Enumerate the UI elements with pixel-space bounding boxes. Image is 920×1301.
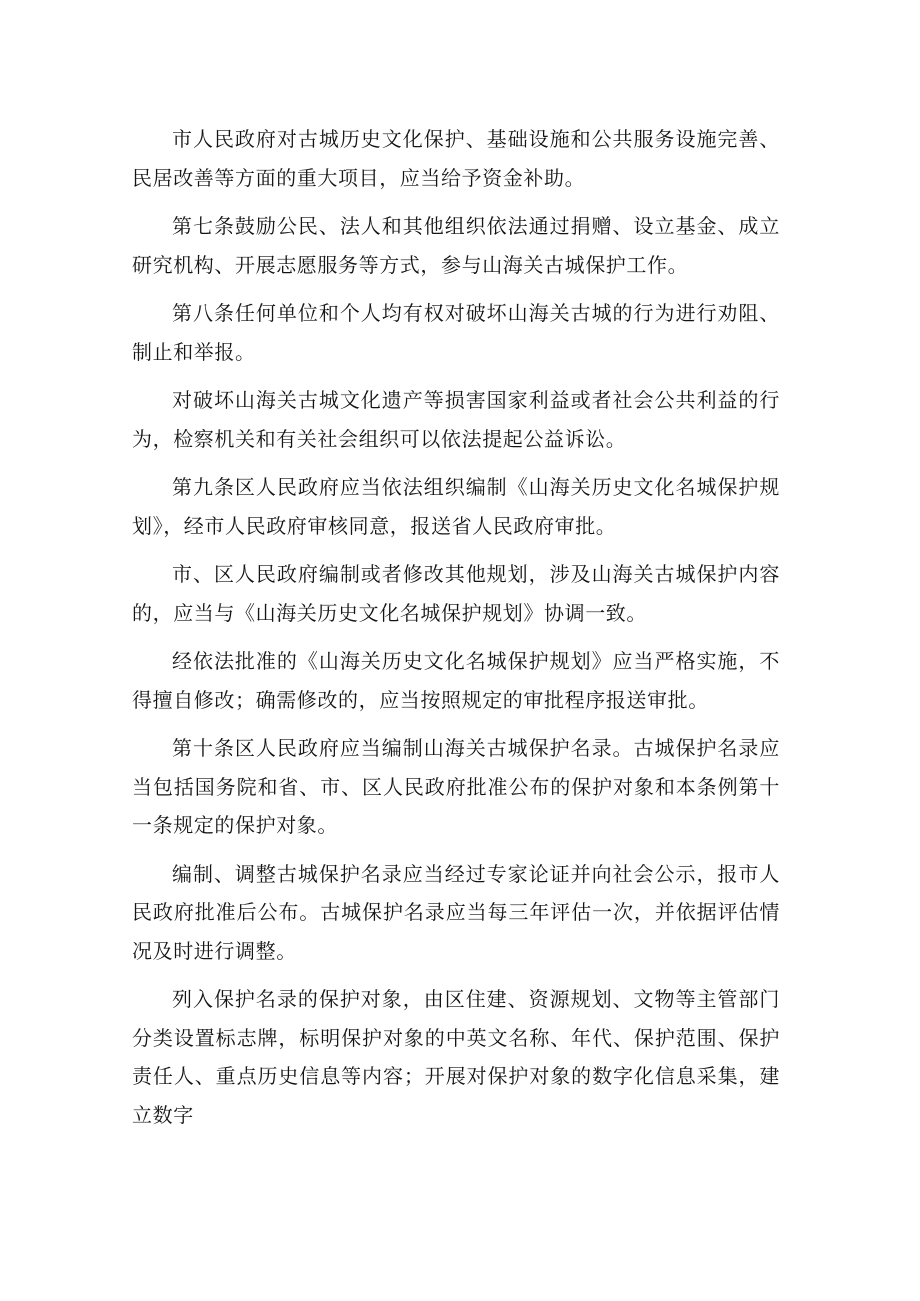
paragraph-4: 对破坏山海关古城文化遗产等损害国家利益或者社会公共利益的行为，检察机关和有关社会组织可以依法提起公益诉讼。: [132, 388, 780, 451]
paragraph-10: 列入保护名录的保护对象，由区住建、资源规划、文物等主管部门分类设置标志牌，标明保护对象的中英文名称、年代、保护范围、保护责任人、重点历史信息等内容；开展对保护对象的数字化信息采集，建立数字: [132, 987, 780, 1127]
paragraph-2: 第七条鼓励公民、法人和其他组织依法通过捐赠、设立基金、成立研究机构、开展志愿服务等方式，参与山海关古城保护工作。: [132, 214, 780, 277]
paragraph-1: 市人民政府对古城历史文化保护、基础设施和公共服务设施完善、民居改善等方面的重大项目，应当给予资金补助。: [132, 127, 780, 190]
paragraph-5: 第九条区人民政府应当依法组织编制《山海关历史文化名城保护规划》，经市人民政府审核同意，报送省人民政府审批。: [132, 475, 780, 538]
paragraph-8: 第十条区人民政府应当编制山海关古城保护名录。古城保护名录应当包括国务院和省、市、区人民政府批准公布的保护对象和本条例第十一条规定的保护对象。: [132, 736, 780, 837]
paragraph-7: 经依法批准的《山海关历史文化名城保护规划》应当严格实施，不得擅自修改；确需修改的，应当按照规定的审批程序报送审批。: [132, 649, 780, 712]
paragraph-3: 第八条任何单位和个人均有权对破坏山海关古城的行为进行劝阻、制止和举报。: [132, 301, 780, 364]
paragraph-6: 市、区人民政府编制或者修改其他规划，涉及山海关古城保护内容的，应当与《山海关历史文化名城保护规划》协调一致。: [132, 562, 780, 625]
document-body: [132, 120, 780, 1144]
paragraph-9: 编制、调整古城保护名录应当经过专家论证并向社会公示，报市人民政府批准后公布。古城保护名录应当每三年评估一次，并依据评估情况及时进行调整。: [132, 861, 780, 963]
